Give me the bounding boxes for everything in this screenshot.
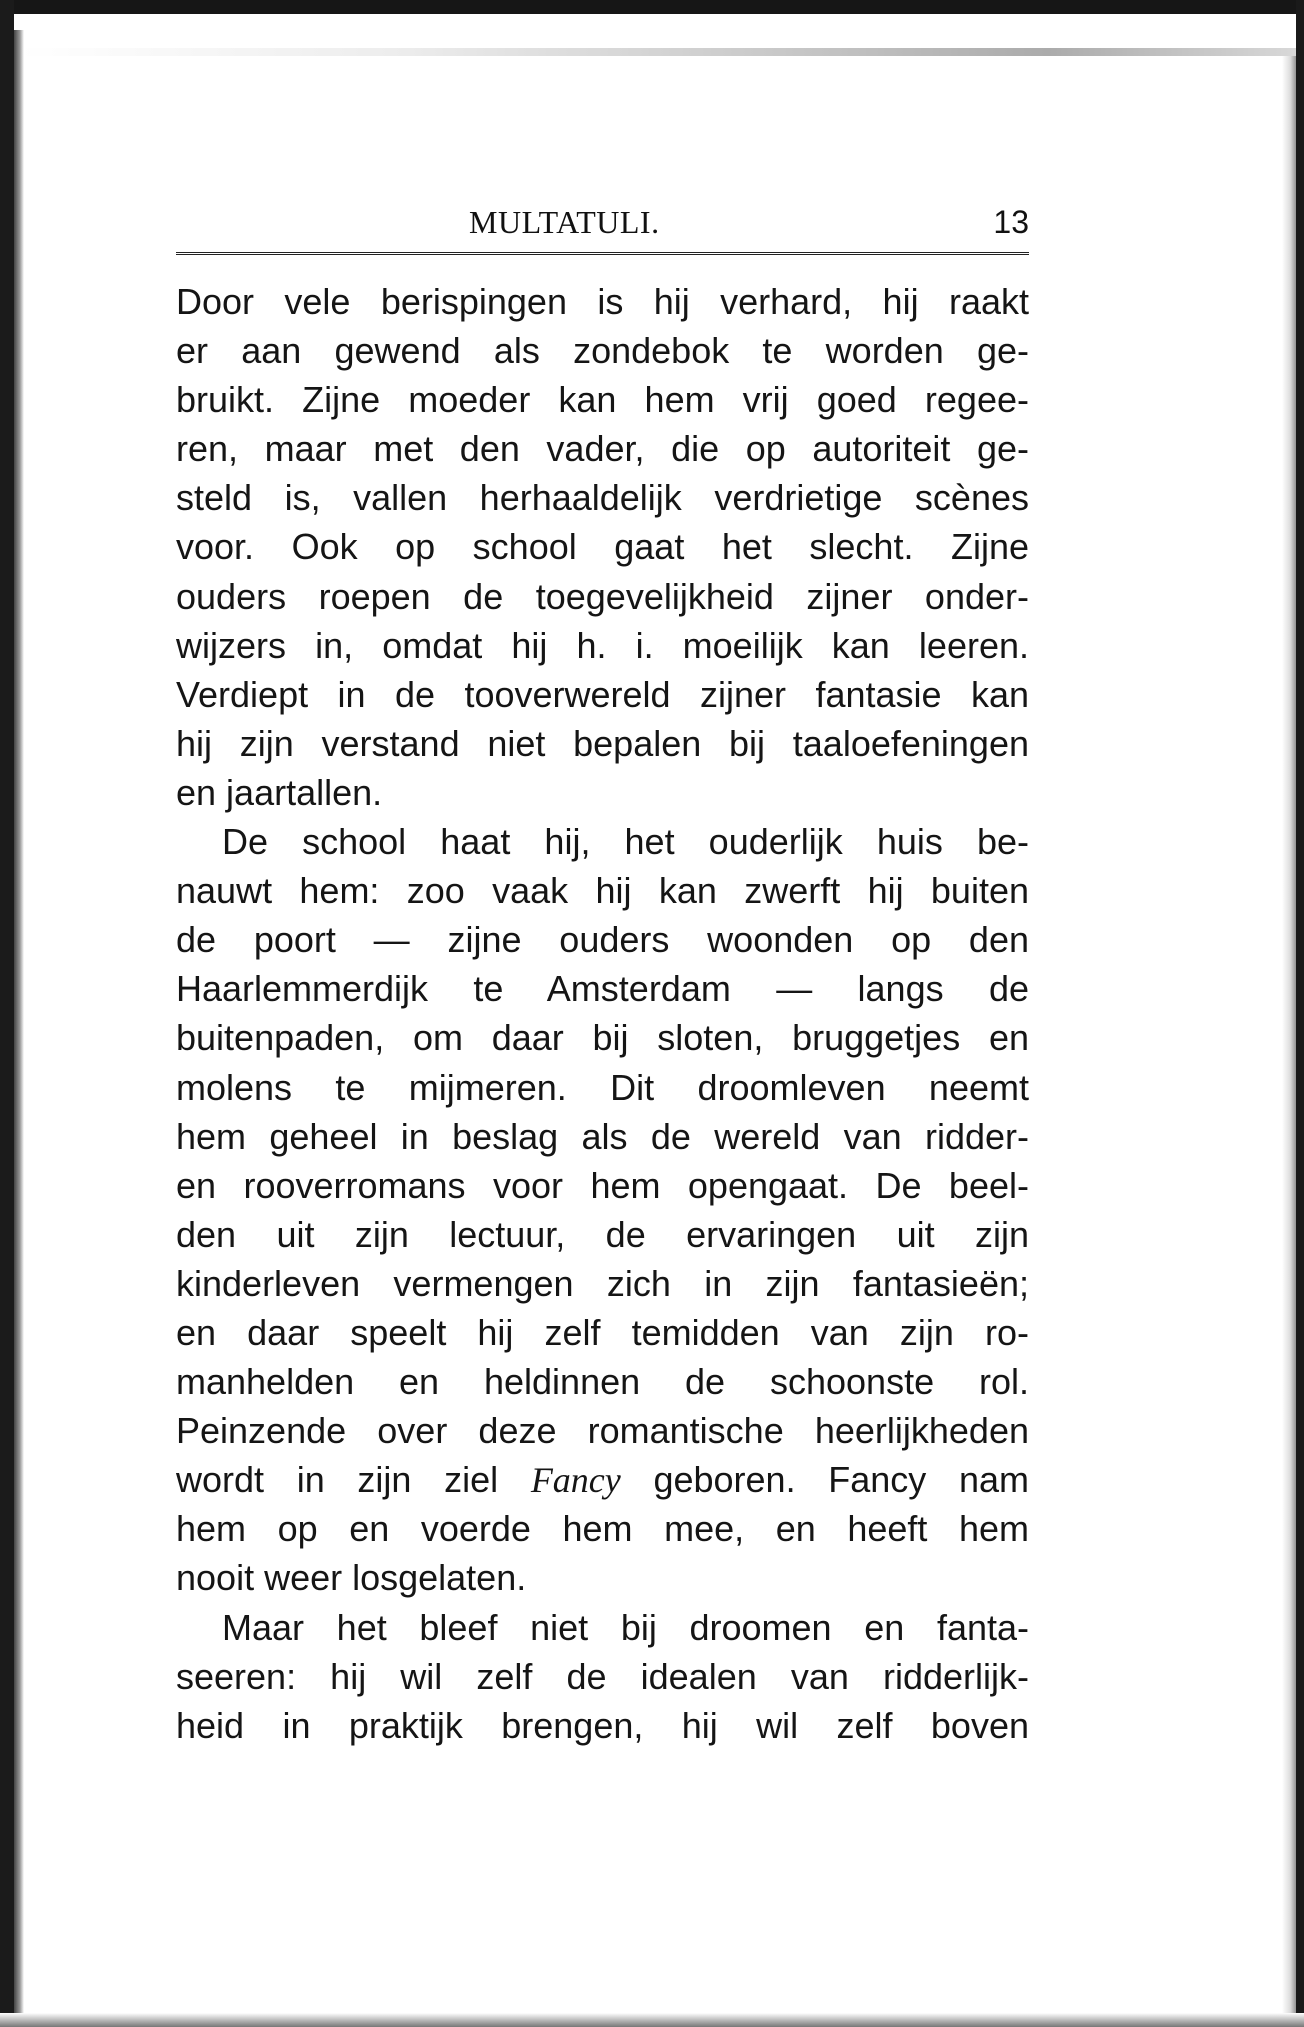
text-line: molens te mijmeren. Dit droomleven neemt [176,1066,1029,1108]
text-line: en rooverromans voor hem opengaat. De beel- [176,1164,1029,1206]
text-line: er aan gewend als zondebok te worden ge- [176,330,1029,372]
body-text [176,277,1029,1750]
scan-bottom-edge [0,2013,1304,2027]
scan-left-shadow [14,30,24,2027]
text-line: steld is, vallen herhaaldelijk verdrietige scènes [176,477,1029,519]
text-line: De school haat hij, het ouderlijk huis be- [222,821,1029,863]
scan-top-shadow [20,48,1304,56]
text-line: hem op en voerde hem mee, en heeft hem [176,1508,1029,1550]
text-line: den uit zijn lectuur, de ervaringen uit zijn [176,1213,1029,1255]
text-line: nooit weer losgelaten. [176,1557,527,1599]
text-line: heid in praktijk brengen, hij wil zelf boven [176,1704,1029,1746]
text-line [176,1455,1029,1504]
text-line: Haarlemmerdijk te Amsterdam — langs de [176,968,1029,1010]
text-line: Peinzende over deze romantische heerlijkheden [176,1410,1029,1452]
scan-right-border [1296,0,1304,2027]
paragraph [176,817,1029,1603]
text-line: wijzers in, omdat hij h. i. moeilijk kan leeren. [176,624,1029,666]
text-line: seeren: hij wil zelf de idealen van ridderlijk- [176,1655,1029,1697]
text-line: ouders roepen de toegevelijkheid zijner onder- [176,575,1029,617]
text-line: manhelden en heldinnen de schoonste rol. [176,1361,1029,1403]
page-number: 13 [993,204,1029,240]
italic-word: Fancy [530,1460,621,1501]
paragraph [176,1603,1029,1750]
page-header [176,196,1029,246]
text-line: bruikt. Zijne moeder kan hem vrij goed regee- [176,379,1029,421]
scan-top-border [0,0,1304,14]
text-line: Door vele berispingen is hij verhard, hij raakt [176,281,1029,322]
paragraph [176,277,1029,817]
scan-left-border [0,0,14,2027]
text-line: de poort — zijne ouders woonden op den [176,919,1029,961]
text-run: wordt in zijn ziel [176,1459,531,1501]
text-line: Maar het bleef niet bij droomen en fanta- [222,1606,1029,1648]
text-line: voor. Ook op school gaat het slecht. Zijne [176,526,1029,568]
text-run: geboren. Fancy nam [620,1459,1029,1501]
text-line: en daar speelt hij zelf temidden van zijn ro- [176,1311,1029,1353]
running-head: MULTATULI. [469,204,660,240]
text-line: en jaartallen. [176,771,383,813]
text-line: ren, maar met den vader, die op autoriteit ge- [176,428,1029,470]
book-page [176,196,1029,1750]
scan-right-shadow [1282,56,1296,2027]
text-line: hem geheel in beslag als de wereld van ridder- [176,1115,1029,1157]
text-line: hij zijn verstand niet bepalen bij taaloefeningen [176,722,1029,764]
header-rule [176,252,1029,255]
text-line: kinderleven vermengen zich in zijn fantasieën; [176,1262,1029,1304]
text-line: nauwt hem: zoo vaak hij kan zwerft hij buiten [176,870,1029,912]
text-line: buitenpaden, om daar bij sloten, bruggetjes en [176,1017,1029,1059]
text-line: Verdiept in de tooverwereld zijner fantasie kan [176,673,1029,715]
